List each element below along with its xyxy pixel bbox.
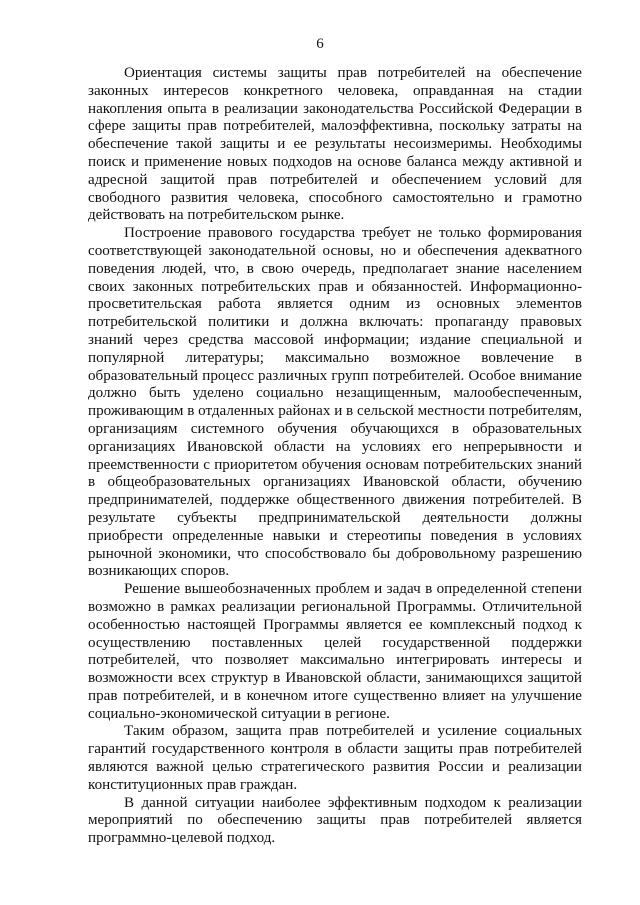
paragraph-regional-program: Решение вышеобозначенных проблем и задач в определенной степени возможно в рамках реализации региональной Программы. Отличительной особенностью настоящей Программы является ее комплексный подход к осуществлению поставленных целей государственной поддержки потребителей, что позволяет максимально интегрировать интересы и возможности всех структур в Ивановской области, занимающихся защитой прав потребителей, и в конечном итоге существенно влияет на улучшение социально-экономической ситуации в регионе. xyxy=(88,581,582,722)
paragraph-consumer-protection-orientation: Ориентация системы защиты прав потребителей на обеспечение законных интересов конкретного человека, оправданная на стадии накопления опыта в реализации законодательства Российской Федерации в сфере защиты прав потребителей, малоэффективна, поскольку затраты на обеспечение такой защиты и ее результаты несоизмеримы. Необходимы поиск и применение новых подходов на основе баланса между активной и адресной защитой прав потребителей и обеспечением условий для свободного развития человека, способного самостоятельно и грамотно действовать на потребительском рынке. xyxy=(88,65,582,224)
paragraph-strategic-goal: Таким образом, защита прав потребителей и усиление социальных гарантий государственного контроля в области защиты прав потребителей являются важной целью стратегического развития России и реализации конституционных прав граждан. xyxy=(88,723,582,793)
paragraph-program-target-approach: В данной ситуации наиболее эффективным подходом к реализации мероприятий по обеспечению защиты прав потребителей является программно-целевой подход. xyxy=(88,794,582,847)
page-number: 6 xyxy=(316,36,324,52)
paragraph-legal-state-education: Построение правового государства требует не только формирования соответствующей законодательной основы, но и обеспечения адекватного поведения людей, что, в свою очередь, предполагает знание населением своих законных потребительских прав и обязанностей. Информационно-просветительская работа является одним из основных элементов потребительской политики и должна включать: пропаганду правовых знаний через средства массовой информации; издание специальной и популярной литературы; максимально возможное вовлечение в образовательный процесс различных групп потребителей. Особое внимание должно быть уделено социально незащищенным, малообеспеченным, проживающим в отдаленных районах и в сельской местности потребителям, организациям системного обучения обучающихся в образовательных организациях Ивановской области на условиях его непрерывности и преемственности с приоритетом обучения основам потребительских знаний в общеобразовательных организациях Ивановской области, обучению предпринимателей, поддержке общественного движения потребителей. В результате субъекты предпринимательской деятельности должны приобрести определенные навыки и стереотипы поведения в условиях рыночной экономики, что способствовало бы добровольному разрешению возникающих споров. xyxy=(88,225,582,580)
document-body xyxy=(88,65,582,848)
